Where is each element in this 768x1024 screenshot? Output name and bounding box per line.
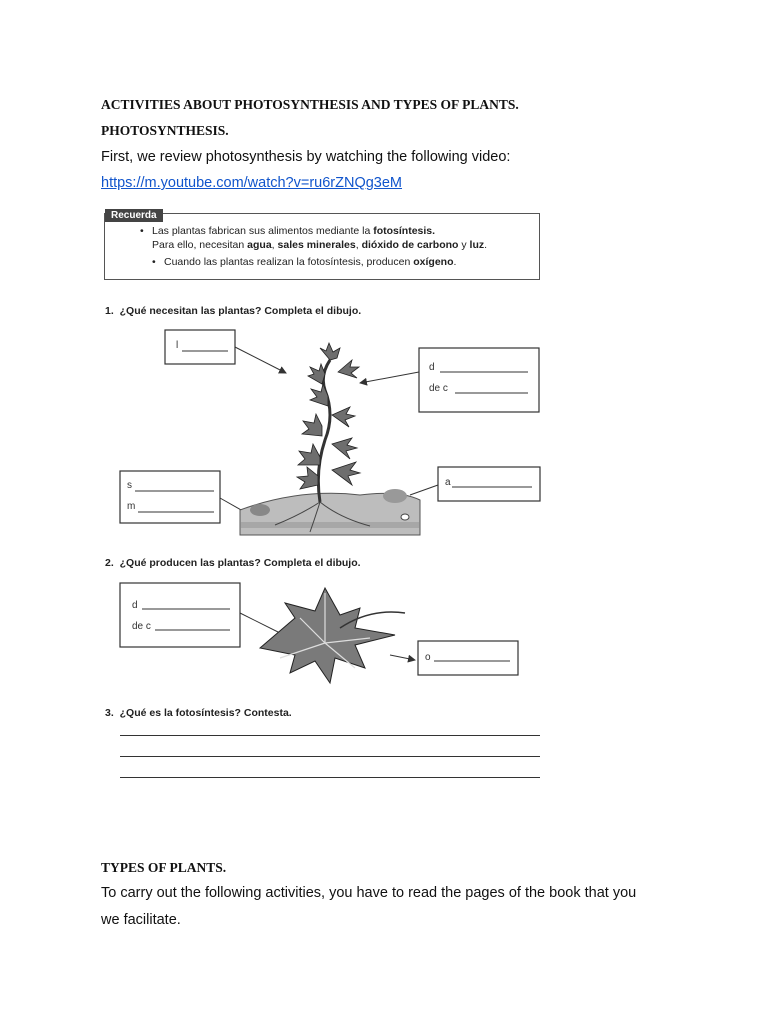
- leaf-diagram: [100, 573, 545, 693]
- types-text-line-2: we facilitate.: [101, 912, 181, 928]
- q1-label-s: s: [127, 480, 132, 491]
- recuerda-bullet-1: • Las plantas fabrican sus alimentos mediante la fotosíntesis. Para ello, necesitan agua, sales minerales, dióxido de carbono y luz.: [140, 225, 488, 251]
- answer-line: [120, 777, 540, 778]
- types-text-line-1: To carry out the following activities, you have to read the pages of the book that you: [101, 885, 637, 901]
- intro-text: First, we review photosynthesis by watching the following video:: [101, 149, 511, 165]
- q1-label-d: d: [429, 362, 435, 373]
- document-title: ACTIVITIES ABOUT PHOTOSYNTHESIS AND TYPES OF PLANTS.: [101, 97, 519, 112]
- worksheet-image: [100, 205, 545, 795]
- section-heading-types-of-plants: TYPES OF PLANTS.: [101, 860, 227, 875]
- answer-line: [120, 756, 540, 757]
- q1-label-l: l: [176, 340, 179, 351]
- q1-label-a: a: [445, 477, 451, 488]
- recuerda-bullet-2: • Cuando las plantas realizan la fotosíntesis, producen oxígeno.: [152, 256, 457, 268]
- recuerda-tag: Recuerda: [105, 209, 163, 222]
- question-3: 3. ¿Qué es la fotosíntesis? Contesta.: [105, 707, 292, 719]
- video-link[interactable]: https://m.youtube.com/watch?v=ru6rZNQg3eM: [101, 175, 403, 191]
- q1-label-de-c: de c: [429, 383, 448, 394]
- q2-label-de-c: de c: [132, 621, 151, 632]
- question-1: 1. ¿Qué necesitan las plantas? Completa el dibujo.: [105, 305, 362, 317]
- q2-label-o: o: [425, 652, 431, 663]
- q1-label-m: m: [127, 501, 136, 512]
- section-heading-photosynthesis: PHOTOSYNTHESIS.: [101, 123, 229, 138]
- q2-label-d: d: [132, 600, 138, 611]
- plant-diagram: [100, 320, 545, 545]
- answer-line: [120, 735, 540, 736]
- question-2: 2. ¿Qué producen las plantas? Completa el dibujo.: [105, 557, 361, 569]
